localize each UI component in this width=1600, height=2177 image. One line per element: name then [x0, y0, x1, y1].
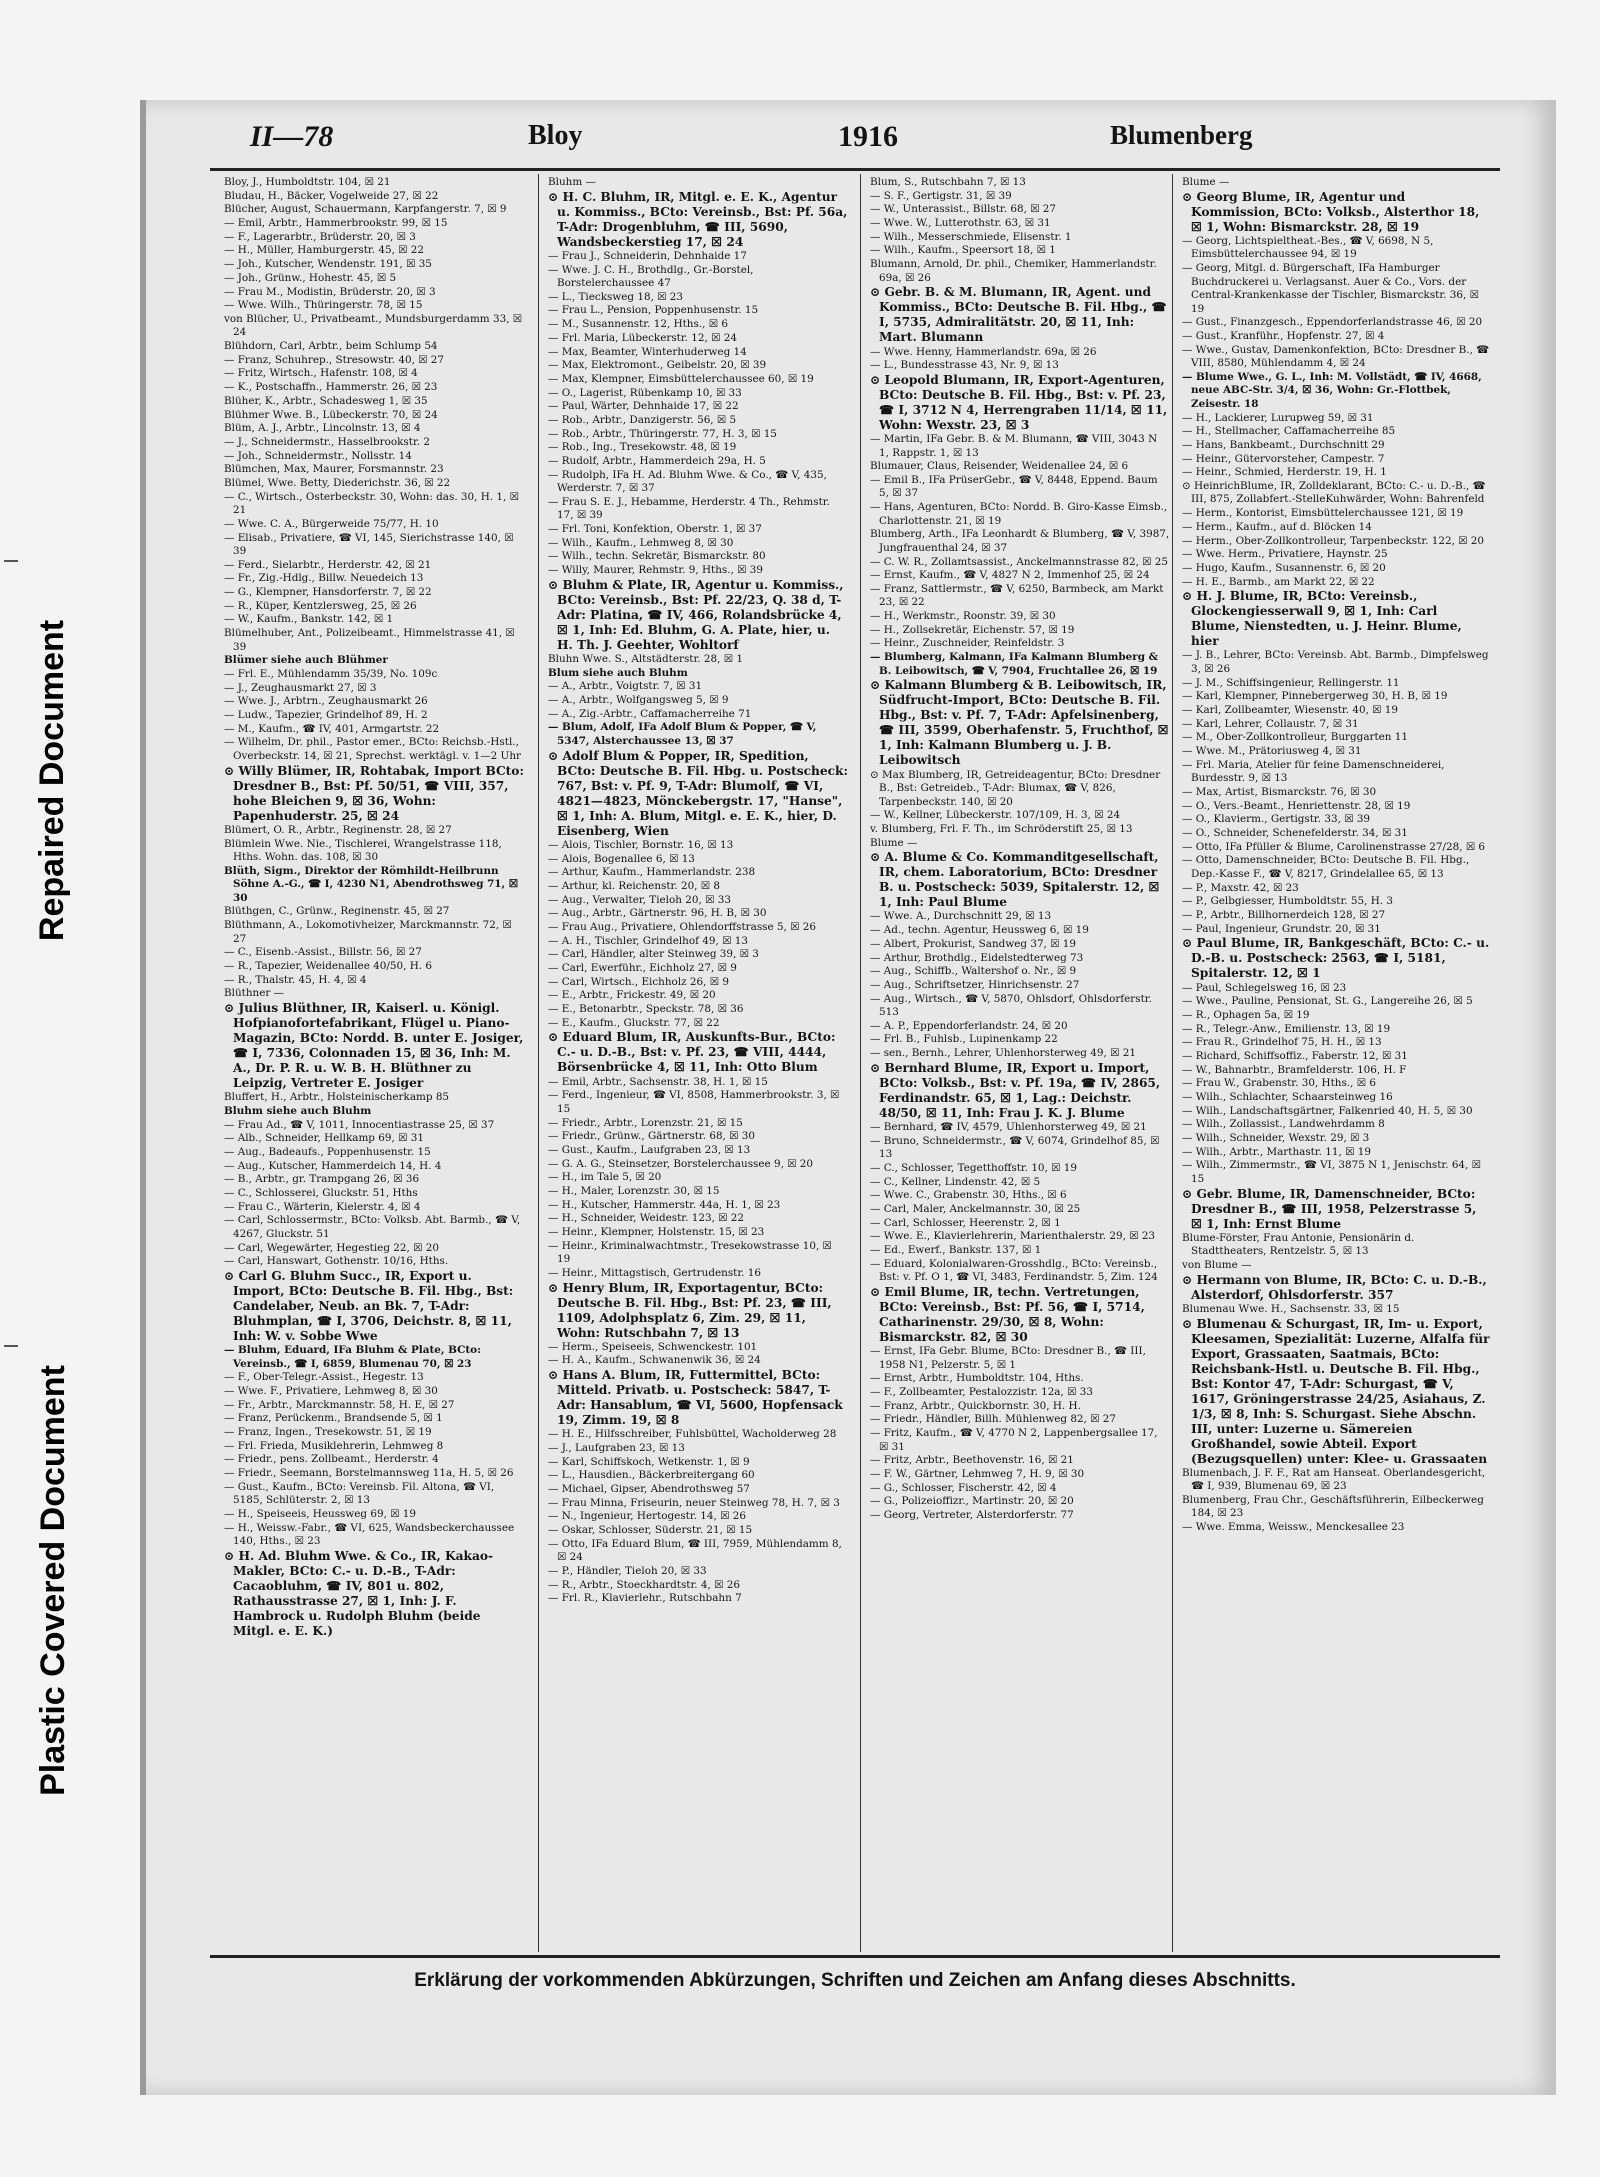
directory-entry: Blume —	[870, 836, 918, 849]
directory-entry: — Franz, Sattlermstr., ☎ V, 6250, Barmbeck, am Markt 23, ☒ 22	[870, 582, 1164, 609]
directory-entry: Blumenau Wwe. H., Sachsenstr. 33, ☒ 15	[1182, 1302, 1400, 1315]
directory-entry: — E., Kaufm., Gluckstr. 77, ☒ 22	[548, 1016, 720, 1029]
directory-entry: — Gust., Kaufm., Laufgraben 23, ☒ 13	[548, 1143, 751, 1156]
directory-entry: ⊙ Eduard Blum, IR, Auskunfts-Bur., BCto: C.- u. D.-B., Bst: v. Pf. 23, ☎ VIII, 4444, Börsenbrücke 4, ☒ 11, Inh: Otto Blum	[548, 1030, 836, 1075]
directory-entry: ⊙ Hans A. Blum, IR, Futtermittel, BCto: Mitteld. Privatb. u. Postscheck: 5847, T-Adr: Hansablum, ☎ VI, 5600, Hopfensack 19, Zimm. 19, ☒ 8	[548, 1368, 843, 1428]
directory-entry: — Friedr., Arbtr., Lorenzstr. 21, ☒ 15	[548, 1116, 743, 1129]
directory-entry: — Carl, Schlosser, Heerenstr. 2, ☒ 1	[870, 1216, 1061, 1229]
column-divider	[860, 174, 861, 1952]
directory-entry: — Georg, Lichtspieltheat.-Bes., ☎ V, 6698, N 5, Eimsbüttelerchaussee 94, ☒ 19	[1182, 234, 1434, 261]
directory-entry: — A., Zig.-Arbtr., Caffamacherreihe 71	[548, 707, 752, 720]
directory-entry: — Ludw., Tapezier, Grindelhof 89, H. 2	[224, 709, 428, 722]
directory-entry: — W., Unterassist., Billstr. 68, ☒ 27	[870, 203, 1057, 216]
directory-entry: Blumann, Arnold, Dr. phil., Chemiker, Hammerlandstr. 69a, ☒ 26	[870, 258, 1157, 284]
directory-entry: — G., Klempner, Hansdorferstr. 7, ☒ 22	[224, 586, 432, 599]
directory-entry: ⊙ HeinrichBlume, IR, Zolldeklarant, BCto: C.- u. D.-B., ☎ III, 875, Zollabfert.-StelleKuhwärder, Wohn: Bahrenfeld	[1182, 479, 1486, 506]
directory-entry: — Emil B., IFa PrüserGebr., ☎ V, 8448, Eppend. Baum 5, ☒ 37	[870, 473, 1158, 500]
directory-entry: — Wwe., Gustav, Damenkonfektion, BCto: Dresdner B., ☎ VIII, 8580, Mühlendamm 4, ☒ 24	[1182, 343, 1490, 370]
plastic-covered-document-label: Plastic Covered Document	[33, 1364, 72, 1796]
year-header: 1916	[838, 120, 898, 153]
directory-entry: — Franz, Ingen., Tresekowstr. 51, ☒ 19	[224, 1426, 432, 1439]
directory-entry: — Frau S. E. J., Hebamme, Herderstr. 4 Th., Rehmstr. 17, ☒ 39	[548, 495, 830, 522]
directory-entry: v. Blumberg, Frl. F. Th., im Schröderstift 25, ☒ 13	[870, 822, 1133, 835]
column-4	[1182, 176, 1490, 1948]
directory-entry: — Friedr., Grünw., Gärtnerstr. 68, ☒ 30	[548, 1130, 755, 1143]
directory-entry: — A. H., Tischler, Grindelhof 49, ☒ 13	[548, 934, 748, 947]
directory-entry: — Carl, Händler, alter Steinweg 39, ☒ 3	[548, 948, 759, 961]
directory-entry: — Wilh., Kaufm., Speersort 18, ☒ 1	[870, 244, 1056, 257]
directory-entry: — Frau M., Modistin, Brüderstr. 20, ☒ 3	[224, 285, 436, 298]
directory-entry: — Aug., Badeaufs., Poppenhusenstr. 15	[224, 1145, 431, 1158]
directory-entry: — Frl. Maria, Atelier für feine Damenschneiderei, Burdesstr. 9, ☒ 13	[1182, 758, 1445, 785]
directory-entry: Blümel, Wwe. Betty, Diederichstr. 36, ☒ 22	[224, 476, 451, 489]
directory-page	[210, 112, 1500, 2062]
directory-entry: — Wwe. Henny, Hammerlandstr. 69a, ☒ 26	[870, 345, 1097, 358]
directory-entry: — Gust., Kaufm., BCto: Vereinsb. Fil. Altona, ☎ VI, 5185, Schlüterstr. 2, ☒ 13	[224, 1480, 495, 1507]
directory-entry: — J. B., Lehrer, BCto: Vereinsb. Abt. Barmb., Dimpfelsweg 3, ☒ 26	[1182, 649, 1489, 675]
directory-entry: — Franz, Perückenm., Brandsende 5, ☒ 1	[224, 1412, 443, 1425]
directory-entry: — Arthur, Kaufm., Hammerlandstr. 238	[548, 866, 756, 879]
directory-entry: Bluffert, H., Arbtr., Holsteinischerkamp 85	[224, 1091, 450, 1104]
directory-entry: — Georg, Mitgl. d. Bürgerschaft, IFa Hamburger Buchdruckerei u. Verlagsanst. Auer & Co., Vors. der Central-Krankenkasse der Tischler, Bismarckstr. 36, ☒ 19	[1182, 262, 1479, 315]
directory-entry: — L., Bundesstrasse 43, Nr. 9, ☒ 13	[870, 359, 1059, 372]
directory-entry: — S. F., Gertigstr. 31, ☒ 39	[870, 189, 1012, 202]
directory-entry: — Carl, Wirtsch., Eichholz 26, ☒ 9	[548, 975, 729, 988]
directory-entry: — Georg, Vertreter, Alsterdorferstr. 77	[870, 1508, 1074, 1521]
directory-entry: — Frau R., Grindelhof 75, H. H., ☒ 13	[1182, 1036, 1382, 1049]
directory-entry: Blume-Förster, Frau Antonie, Pensionärin d. Stadttheaters, Rentzelstr. 5, ☒ 13	[1182, 1231, 1415, 1258]
directory-entry: — Heinr., Schmied, Herderstr. 19, H. 1	[1182, 466, 1387, 479]
directory-entry: — Carl, Wegewärter, Hegestieg 22, ☒ 20	[224, 1241, 439, 1254]
directory-entry: — Frl. R., Klavierlehr., Rutschbahn 7	[548, 1592, 742, 1605]
directory-entry: — H., Maler, Lorenzstr. 30, ☒ 15	[548, 1184, 720, 1197]
directory-entry: — Emil, Arbtr., Hammerbrookstr. 99, ☒ 15	[224, 217, 448, 230]
directory-entry: Blühdorn, Carl, Arbtr., beim Schlump 54	[224, 340, 438, 353]
directory-entry: — O., Vers.-Beamt., Henriettenstr. 28, ☒ 19	[1182, 799, 1411, 812]
directory-entry: — Aug., Kutscher, Hammerdeich 14, H. 4	[224, 1159, 442, 1172]
directory-entry: — Frl. Frieda, Musiklehrerin, Lehmweg 8	[224, 1439, 444, 1452]
directory-entry: — Franz, Arbtr., Quickbornstr. 30, H. H.	[870, 1399, 1081, 1412]
directory-entry: Blüher, K., Arbtr., Schadesweg 1, ☒ 35	[224, 394, 428, 407]
directory-entry: — Herm., Speiseeis, Schwenckestr. 101	[548, 1340, 758, 1353]
directory-entry: Bloy, J., Humboldtstr. 104, ☒ 21	[224, 176, 391, 188]
directory-entry: Blühmer Wwe. B., Lübeckerstr. 70, ☒ 24	[224, 408, 438, 421]
directory-entry: — Wilh., Zimmermstr., ☎ VI, 3875 N 1, Jenischstr. 64, ☒ 15	[1182, 1159, 1481, 1185]
directory-entry: — R., Ophagen 5a, ☒ 19	[1182, 1008, 1310, 1021]
directory-entry: — Gust., Finanzgesch., Eppendorferlandstrasse 46, ☒ 20	[1182, 316, 1483, 329]
directory-entry: — G., Polizeioffizr., Martinstr. 20, ☒ 20	[870, 1495, 1074, 1508]
directory-entry: — Karl, Schiffskoch, Wetkenstr. 1, ☒ 9	[548, 1455, 750, 1468]
directory-entry: — Herm., Kaufm., auf d. Blöcken 14	[1182, 520, 1372, 533]
directory-entry: — E., Arbtr., Frickestr. 49, ☒ 20	[548, 989, 716, 1002]
directory-entry: — Blum, Adolf, IFa Adolf Blum & Popper, ☎ V, 5347, Alsterchaussee 13, ☒ 37	[548, 721, 817, 747]
directory-entry: — Albert, Prokurist, Sandweg 37, ☒ 19	[870, 937, 1076, 950]
directory-entry: — Aug., Schriftsetzer, Hinrichsenstr. 27	[870, 978, 1080, 991]
directory-entry: Blume —	[1182, 176, 1230, 188]
directory-entry: — Joh., Kutscher, Wendenstr. 191, ☒ 35	[224, 258, 432, 271]
directory-entry: — Carl, Schlossermstr., BCto: Volksb. Abt. Barmb., ☎ V, 4267, Gluckstr. 51	[224, 1214, 521, 1240]
directory-entry: — R., Telegr.-Anw., Emilienstr. 13, ☒ 19	[1182, 1022, 1391, 1035]
directory-entry: — Fritz, Arbtr., Beethovenstr. 16, ☒ 21	[870, 1454, 1074, 1467]
directory-entry: — Frau Ad., ☎ V, 1011, Innocentiastrasse 25, ☒ 37	[224, 1118, 495, 1131]
directory-entry: — Max, Klempner, Eimsbüttelerchaussee 60, ☒ 19	[548, 372, 814, 385]
directory-entry: — Wwe. C., Grabenstr. 30, Hths., ☒ 6	[870, 1189, 1067, 1202]
directory-entry: — Arthur, Brothdlg., Eidelstedterweg 73	[870, 951, 1084, 964]
directory-entry: — Aug., Schiffb., Waltershof o. Nr., ☒ 9	[870, 965, 1077, 978]
directory-entry: — Frau Minna, Friseurin, neuer Steinweg 78, H. 7, ☒ 3	[548, 1496, 840, 1509]
directory-entry: — Otto, IFa Pfüller & Blume, Carolinenstrasse 27/28, ☒ 6	[1182, 840, 1486, 853]
directory-entry: — P., Arbtr., Billhornerdeich 128, ☒ 27	[1182, 908, 1386, 921]
directory-entry: Bluhm —	[548, 176, 596, 188]
directory-entry: Blümlein Wwe. Nie., Tischlerei, Wrangelstrasse 118, Hths. Wohn. das. 108, ☒ 30	[224, 837, 502, 863]
directory-entry: — Rob., Ing., Tresekowstr. 48, ☒ 19	[548, 441, 737, 454]
directory-entry: — N., Ingenieur, Hertogestr. 14, ☒ 26	[548, 1510, 746, 1523]
directory-entry: — Rob., Arbtr., Danzigerstr. 56, ☒ 5	[548, 413, 737, 426]
directory-entry: — Frl. Maria, Lübeckerstr. 12, ☒ 24	[548, 331, 737, 344]
directory-entry: — Ferd., Ingenieur, ☎ VI, 8508, Hammerbrookstr. 3, ☒ 15	[548, 1089, 840, 1115]
directory-entry: — Karl, Zollbeamter, Wiesenstr. 40, ☒ 19	[1182, 704, 1399, 716]
directory-entry: — Otto, IFa Eduard Blum, ☎ III, 7959, Mühlendamm 8, ☒ 24	[548, 1537, 842, 1564]
directory-entry: Bluhn Wwe. S., Altstädterstr. 28, ☒ 1	[548, 653, 743, 665]
directory-entry: ⊙ Adolf Blum & Popper, IR, Spedition, BCto: Deutsche B. Fil. Hbg. u. Postscheck: 767, Bst: v. Pf. 9, T-Adr: Blumolf, ☎ VI, 4821—4823, Mönckebergstr. 17, "Hanse", ☒ 1, Inh: A. Blum, Mitgl. e. E. K., hier, D. Eisenberg, Wien	[548, 748, 848, 838]
directory-entry: — K., Postschaffn., Hammerstr. 26, ☒ 23	[224, 381, 438, 394]
directory-entry: — Richard, Schiffsoffiz., Faberstr. 12, ☒ 31	[1182, 1049, 1408, 1062]
directory-entry: — Heinr., Klempner, Holstenstr. 15, ☒ 23	[548, 1226, 765, 1238]
directory-entry: — Paul, Schlegelsweg 16, ☒ 23	[1182, 981, 1347, 994]
directory-entry: — H., Zollsekretär, Eichenstr. 57, ☒ 19	[870, 623, 1075, 636]
directory-entry: — Wwe. Herm., Privatiere, Haynstr. 25	[1182, 548, 1388, 561]
directory-entry: — Arthur, kl. Reichenstr. 20, ☒ 8	[548, 879, 721, 892]
directory-entry: — Bruno, Schneidermstr., ☎ V, 6074, Grindelhof 85, ☒ 13	[870, 1134, 1160, 1161]
directory-entry: — B., Arbtr., gr. Trampgang 26, ☒ 36	[224, 1173, 420, 1186]
directory-entry: Blumenbach, J. F. F., Rat am Hanseat. Oberlandesgericht, ☎ I, 939, Blumenau 69, ☒ 23	[1182, 1466, 1486, 1493]
directory-entry: — Herm., Ober-Zollkontrolleur, Tarpenbeckstr. 122, ☒ 20	[1182, 534, 1485, 547]
directory-entry: — W., Bahnarbtr., Bramfelderstr. 106, H. F	[1182, 1063, 1407, 1076]
directory-entry: — Wilh., Schneider, Wexstr. 29, ☒ 3	[1182, 1132, 1370, 1145]
directory-entry: — G., Schlosser, Fischerstr. 42, ☒ 4	[870, 1481, 1057, 1494]
directory-entry: — Fritz, Kaufm., ☎ V, 4770 N 2, Lappenbergsallee 17, ☒ 31	[870, 1427, 1158, 1453]
directory-entry: — H., im Tale 5, ☒ 20	[548, 1171, 662, 1184]
directory-entry: — P., Maxstr. 42, ☒ 23	[1182, 881, 1299, 894]
directory-entry: — P., Gelbgiesser, Humboldtstr. 55, H. 3	[1182, 895, 1393, 908]
directory-entry: — Max, Beamter, Winterhuderweg 14	[548, 345, 747, 358]
directory-entry: — Joh., Grünw., Hohestr. 45, ☒ 5	[224, 271, 397, 284]
directory-entry: — P., Händler, Tieloh 20, ☒ 33	[548, 1565, 707, 1577]
directory-entry: ⊙ H. Ad. Bluhm Wwe. & Co., IR, Kakao-Makler, BCto: C.- u. D.-B., T-Adr: Cacaobluhm, ☎ IV, 801 u. 802, Rathausstrasse 27, ☒ 1, Inh: J. F. Hambrock u. Rudolph Bluhm (beide Mitgl. e. E. K.)	[224, 1548, 494, 1638]
directory-entry: — Aug., Arbtr., Gärtnerstr. 96, H. B, ☒ 30	[548, 907, 767, 920]
directory-entry: ⊙ Gebr. B. & M. Blumann, IR, Agent. und Kommiss., BCto: Deutsche B. Fil. Hbg., ☎ I, 5735, Admiralitätstr. 20, ☒ 11, Inh: Mart. Blumann	[870, 285, 1167, 345]
directory-entry: — C., Wirtsch., Osterbeckstr. 30, Wohn: das. 30, H. 1, ☒ 21	[224, 490, 519, 517]
directory-entry: ⊙ H. J. Blume, IR, BCto: Vereinsb., Glockengiesserwall 9, ☒ 1, Inh: Carl Blume, Nienstedten, u. J. Heinr. Blume, hier	[1182, 589, 1462, 649]
directory-entry: Blüth, Sigm., Direktor der Römhildt-Heilbrunn Söhne A.-G., ☎ I, 4230 N1, Abendrothsweg 71, ☒ 30	[224, 864, 519, 904]
directory-entry: — Rudolf, Arbtr., Hammerdeich 29a, H. 5	[548, 455, 766, 467]
directory-entry: — Frau L., Pension, Poppenhusenstr. 15	[548, 304, 759, 317]
directory-entry: ⊙ Emil Blume, IR, techn. Vertretungen, BCto: Vereinsb., Bst: Pf. 56, ☎ I, 5714, Catharinenstr. 29/30, ☒ 8, Wohn: Bismarckstr. 82, ☒ 30	[870, 1284, 1145, 1344]
directory-entry: Blumauer, Claus, Reisender, Weidenallee 24, ☒ 6	[870, 460, 1129, 473]
directory-entry: — Max, Artist, Bismarckstr. 76, ☒ 30	[1182, 785, 1377, 798]
directory-entry: — F. W., Gärtner, Lehmweg 7, H. 9, ☒ 30	[870, 1467, 1085, 1480]
directory-entry: — Alois, Bogenallee 6, ☒ 13	[548, 852, 695, 865]
first-name-header: Bloy	[528, 120, 583, 151]
directory-entry: — H. E., Barmb., am Markt 22, ☒ 22	[1182, 575, 1375, 588]
directory-entry: — Ed., Ewerf., Bankstr. 137, ☒ 1	[870, 1244, 1042, 1256]
directory-entry: — Friedr., pens. Zollbeamt., Herderstr. 4	[224, 1453, 439, 1466]
directory-entry: — H., Weissw.-Fabr., ☎ VI, 625, Wandsbeckerchaussee 140, Hths., ☒ 23	[224, 1521, 515, 1548]
directory-entry: Blumenberg, Frau Chr., Geschäftsführerin, Eilbeckerweg 184, ☒ 23	[1182, 1493, 1484, 1520]
directory-entry: — Martin, IFa Gebr. B. & M. Blumann, ☎ VIII, 3043 N 1, Rappstr. 1, ☒ 13	[870, 433, 1158, 459]
directory-entry: — G. A. G., Steinsetzer, Borstelerchaussee 9, ☒ 20	[548, 1157, 814, 1170]
column-3	[870, 176, 1170, 1948]
directory-entry: — Frau W., Grabenstr. 30, Hths., ☒ 6	[1182, 1077, 1376, 1090]
directory-entry: — C., Schlosser, Tegetthoffstr. 10, ☒ 19	[870, 1161, 1077, 1174]
directory-entry: — Ernst, IFa Gebr. Blume, BCto: Dresdner B., ☎ III, 1958 N1, Pelzerstr. 5, ☒ 1	[870, 1345, 1146, 1371]
directory-entry: — Wwe. F., Privatiere, Lehmweg 8, ☒ 30	[224, 1385, 438, 1397]
directory-entry: — Otto, Damenschneider, BCto: Deutsche B. Fil. Hbg., Dep.-Kasse F., ☎ V, 8217, Grindelallee 65, ☒ 13	[1182, 854, 1470, 880]
last-name-header: Blumenberg	[1110, 120, 1253, 150]
directory-entry: — E., Betonarbtr., Speckstr. 78, ☒ 36	[548, 1003, 744, 1016]
directory-entry: Blüthgen, C., Grünw., Reginenstr. 45, ☒ 27	[224, 905, 450, 918]
directory-entry: — Heinr., Kriminalwachtmstr., Tresekowstrasse 10, ☒ 19	[548, 1239, 832, 1266]
directory-entry: — Wilhelm, Dr. phil., Pastor emer., BCto: Reichsb.-Hstl., Overbeckstr. 14, ☒ 21, Sprechst. werktägl. v. 1—2 Uhr	[224, 736, 521, 762]
directory-entry: ⊙ Gebr. Blume, IR, Damenschneider, BCto: Dresdner B., ☎ III, 1958, Pelzerstrasse 5, ☒ 1, Inh: Ernst Blume	[1182, 1186, 1477, 1231]
directory-entry: — F., Zollbeamter, Pestalozzistr. 12a, ☒ 33	[870, 1385, 1093, 1398]
directory-entry: — Willy, Maurer, Rehmstr. 9, Hths., ☒ 39	[548, 564, 764, 577]
directory-entry: — O., Lagerist, Rübenkamp 10, ☒ 33	[548, 386, 742, 399]
directory-entry: Blum siehe auch Bluhm	[548, 666, 688, 679]
directory-entry: — Aug., Wirtsch., ☎ V, 5870, Ohlsdorf, Ohlsdorferstr. 513	[870, 992, 1152, 1019]
directory-entry: — Joh., Schneidermstr., Nollsstr. 14	[224, 449, 412, 462]
directory-entry: — Frl. E., Mühlendamm 35/39, No. 109c	[224, 668, 438, 680]
footer-rule	[210, 1955, 1500, 1958]
directory-entry: — F., Ober-Telegr.-Assist., Hegestr. 13	[224, 1371, 424, 1384]
footer-note: Erklärung der vorkommenden Abkürzungen, Schriften und Zeichen am Anfang dieses Abschnitts.	[414, 1970, 1296, 1991]
directory-entry: — Fritz, Wirtsch., Hafenstr. 108, ☒ 4	[224, 367, 418, 380]
directory-entry: — C. W. R., Zollamtsassist., Anckelmannstrasse 82, ☒ 25	[870, 555, 1169, 568]
directory-entry: — Paul, Ingenieur, Grundstr. 20, ☒ 31	[1182, 922, 1381, 935]
directory-entry: — Elisab., Privatiere, ☎ VI, 145, Sierichstrasse 140, ☒ 39	[224, 531, 514, 557]
directory-entry: — R., Tapezier, Weidenallee 40/50, H. 6	[224, 959, 432, 972]
directory-entry: — Franz, Schuhrep., Stresowstr. 40, ☒ 27	[224, 353, 445, 366]
directory-entry: Blumberg, Arth., IFa Leonhardt & Blumberg, ☎ V, 3987, Jungfrauenthal 24, ☒ 37	[870, 528, 1170, 554]
directory-entry: ⊙ Blumenau & Schurgast, IR, Im- u. Export, Kleesamen, Spezialität: Luzerne, Alfalfa für Export, Grassaaten, Saatmais, BCto: Reichsbank-Hstl. u. Deutsche B. Fil. Hbg., Bst: Kontor 47, T-Adr: Schurgast, ☎ V, 1617, Gröningerstrasse 24/25, Asiahaus, Z. 1/3, ☒ 8, Inh: S. Schurgast. Siehe Abschn. III, unter: Luzerne u. Sämereien Großhandel, sowie Abteil. Export (Bezugsquellen) unter: Klee- u. Grassaaten	[1182, 1316, 1490, 1466]
directory-entry: — Alb., Schneider, Hellkamp 69, ☒ 31	[224, 1132, 424, 1145]
directory-entry: — F., Lagerarbtr., Brüderstr. 20, ☒ 3	[224, 230, 416, 243]
directory-entry: Blüthmann, A., Lokomotivheizer, Marckmannstr. 72, ☒ 27	[224, 919, 512, 945]
directory-entry: — H., Müller, Hamburgerstr. 45, ☒ 22	[224, 244, 425, 257]
directory-entry: — W., Kellner, Lübeckerstr. 107/109, H. 3, ☒ 24	[870, 809, 1121, 822]
directory-entry: ⊙ Kalmann Blumberg & B. Leibowitsch, IR, Südfrucht-Import, BCto: Deutsche B. Fil. Hbg., Bst: v. Pf. 7, T-Adr: Apfelsinenberg, ☎ III, 3599, Oberhafenstr. 5, Fruchthof, ☒ 1, Inh: Kalmann Blumberg u. J. B. Leibowitsch	[870, 678, 1169, 768]
directory-entry: Bluhm siehe auch Bluhm	[224, 1104, 372, 1117]
directory-entry: ⊙ Bernhard Blume, IR, Export u. Import, BCto: Volksb., Bst: v. Pf. 19a, ☎ IV, 2865, Ferdinandstr. 65, ☒ 1, Lag.: Deichstr. 48/50, ☒ 11, Inh: Frau J. K. J. Blume	[870, 1060, 1161, 1120]
directory-entry: — Wwe. J. C. H., Brothdlg., Gr.-Borstel, Borstelerchaussee 47	[548, 263, 754, 290]
directory-entry: Blümert, O. R., Arbtr., Reginenstr. 28, ☒ 27	[224, 823, 452, 836]
directory-entry: — O., Klavierm., Gertigstr. 33, ☒ 39	[1182, 813, 1371, 826]
directory-entry: — W., Kaufm., Bankstr. 142, ☒ 1	[224, 613, 394, 626]
directory-entry: — Wwe. Wilh., Thüringerstr. 78, ☒ 15	[224, 299, 423, 312]
directory-entry: — J., Laufgraben 23, ☒ 13	[548, 1442, 685, 1454]
directory-entry: — H., Lackierer, Lurupweg 59, ☒ 31	[1182, 411, 1374, 424]
directory-entry: — Blumberg, Kalmann, IFa Kalmann Blumberg & B. Leibowitsch, ☎ V, 7904, Fruchtallee 26, ☒ 19	[870, 651, 1158, 677]
directory-entry: — C., Kellner, Lindenstr. 42, ☒ 5	[870, 1175, 1041, 1188]
directory-entry: — Frl. B., Fuhlsb., Lupinenkamp 22	[870, 1033, 1058, 1046]
directory-entry: — Heinr., Mittagstisch, Gertrudenstr. 16	[548, 1266, 761, 1279]
directory-entry: ⊙ Bluhm & Plate, IR, Agentur u. Kommiss., BCto: Vereinsb., Bst: Pf. 22/23, Q. 38 d, T-Adr: Platina, ☎ IV, 466, Rolandsbrücke 4, ☒ 1, Inh: Ed. Bluhm, G. A. Plate, hier, u. H. Th. J. Geehter, Wohltorf	[548, 577, 844, 652]
directory-entry: — Hans, Agenturen, BCto: Nordd. B. Giro-Kasse Eimsb., Charlottenstr. 21, ☒ 19	[870, 501, 1168, 527]
directory-entry: — Wwe. J., Arbtrn., Zeughausmarkt 26	[224, 695, 428, 708]
directory-entry: — Frau C., Wärterin, Kielerstr. 4, ☒ 4	[224, 1200, 421, 1213]
directory-entry: — Hugo, Kaufm., Susannenstr. 6, ☒ 20	[1182, 561, 1386, 574]
directory-entry: — sen., Bernh., Lehrer, Uhlenhorsterweg 49, ☒ 21	[870, 1047, 1136, 1060]
directory-entry: — Ernst, Kaufm., ☎ V, 4827 N 2, Immenhof 25, ☒ 24	[870, 569, 1150, 582]
directory-entry: — H., Speiseeis, Heussweg 69, ☒ 19	[224, 1508, 417, 1520]
directory-entry: — M., Ober-Zollkontrolleur, Burggarten 11	[1182, 731, 1409, 744]
column-divider	[538, 174, 539, 1952]
directory-entry: — Fr., Arbtr., Marckmannstr. 58, H. E, ☒ 27	[224, 1398, 455, 1411]
directory-entry: — C., Schlosserei, Gluckstr. 51, Hths	[224, 1187, 418, 1199]
directory-entry: — Carl, Hanswart, Gothenstr. 10/16, Hths.	[224, 1255, 449, 1268]
directory-entry: — Blume Wwe., G. L., Inh: M. Vollstädt, ☎ IV, 4668, neue ABC-Str. 3/4, ☒ 36, Wohn: Gr.-Flottbek, Zeisestr. 18	[1182, 370, 1482, 410]
page-number: II—78	[250, 120, 334, 153]
directory-entry: ⊙ H. C. Bluhm, IR, Mitgl. e. E. K., Agentur u. Kommiss., BCto: Vereinsb., Bst: Pf. 56a, T-Adr: Drogenbluhm, ☎ III, 5690, Wandsbeckerstieg 17, ☒ 24	[548, 189, 848, 249]
directory-entry: — A., Arbtr., Voigtstr. 7, ☒ 31	[548, 680, 703, 693]
directory-entry: ⊙ Hermann von Blume, IR, BCto: C. u. D.-B., Alsterdorf, Ohlsdorferstr. 357	[1182, 1272, 1487, 1302]
directory-entry: Blüthner —	[224, 987, 285, 1000]
directory-entry: — Michael, Gipser, Abendrothsweg 57	[548, 1483, 750, 1496]
directory-entry: — J. M., Schiffsingenieur, Rellingerstr. 11	[1182, 676, 1400, 689]
directory-entry: — J., Zeughausmarkt 27, ☒ 3	[224, 681, 377, 694]
directory-entry: ⊙ Leopold Blumann, IR, Export-Agenturen, BCto: Deutsche B. Fil. Hbg., Bst: v. Pf. 23, ☎ I, 3712 N 4, Herrengraben 11/14, ☒ 11, Wohn: Wexstr. 23, ☒ 3	[870, 372, 1168, 432]
directory-entry: — A. P., Eppendorferlandstr. 24, ☒ 20	[870, 1019, 1068, 1032]
directory-entry: — Wilh., Zollassist., Landwehrdamm 8	[1182, 1118, 1385, 1131]
directory-entry: ⊙ Paul Blume, IR, Bankgeschäft, BCto: C.- u. D.-B. u. Postscheck: 2563, ☎ I, 5181, Spitalerstr. 12, ☒ 1	[1182, 936, 1490, 981]
directory-entry: — M., Kaufm., ☎ IV, 401, Armgartstr. 22	[224, 722, 440, 735]
directory-entry: — Emil, Arbtr., Sachsenstr. 38, H. 1, ☒ 15	[548, 1075, 768, 1088]
directory-entry: ⊙ Willy Blümer, IR, Rohtabak, Import BCto: Dresdner B., Bst: Pf. 50/51, ☎ VIII, 357, hohe Bleichen 9, ☒ 36, Wohn: Papenhuderstr. 25, ☒ 24	[224, 763, 524, 823]
directory-entry: — Wilh., Messerschmiede, Elisenstr. 1	[870, 230, 1072, 243]
directory-entry: — Rudolph, IFa H. Ad. Bluhm Wwe. & Co., ☎ V, 435, Werderstr. 7, ☒ 37	[548, 468, 827, 495]
directory-entry: — H. A., Kaufm., Schwanenwik 36, ☒ 24	[548, 1354, 761, 1367]
directory-entry: — H., Stellmacher, Caffamacherreihe 85	[1182, 425, 1396, 438]
directory-entry: — A., Arbtr., Wolfgangsweg 5, ☒ 9	[548, 694, 729, 707]
column-2	[548, 176, 848, 1948]
directory-entry: — O., Schneider, Schenefelderstr. 34, ☒ 31	[1182, 827, 1408, 839]
directory-entry: Blümelhuber, Ant., Polizeibeamt., Himmelstrasse 41, ☒ 39	[224, 627, 515, 653]
directory-entry: — Aug., Verwalter, Tieloh 20, ☒ 33	[548, 893, 731, 906]
directory-entry: — Wilh., Kaufm., Lehmweg 8, ☒ 30	[548, 536, 734, 549]
directory-entry: Blümer siehe auch Blühmer	[224, 654, 388, 667]
edge-mark	[4, 1345, 18, 1347]
directory-entry: — Carl, Ewerführ., Eichholz 27, ☒ 9	[548, 962, 737, 974]
directory-entry: — J., Schneidermstr., Hasselbrookstr. 2	[224, 435, 430, 448]
directory-entry: ⊙ Henry Blum, IR, Exportagentur, BCto: Deutsche B. Fil. Hbg., Bst: Pf. 23, ☎ III, 1109, Adolphsplatz 6, Zim. 29, ☒ 11, Wohn: Rutschbahn 7, ☒ 13	[548, 1280, 832, 1340]
directory-entry: — Wwe. M., Prätoriusweg 4, ☒ 31	[1182, 745, 1362, 758]
directory-entry: — Herm., Kontorist, Eimsbüttelerchaussee 121, ☒ 19	[1182, 507, 1464, 520]
directory-entry: — Wwe. A., Durchschnitt 29, ☒ 13	[870, 910, 1052, 923]
directory-entry: — L., Tiecksweg 18, ☒ 23	[548, 290, 684, 303]
directory-entry: ⊙ A. Blume & Co. Kommanditgesellschaft, IR, chem. Laboratorium, BCto: Dresdner B. u. Postscheck: 5039, Spitalerstr. 12, ☒ 1, Inh: Paul Blume	[870, 850, 1160, 910]
directory-entry: — Ad., techn. Agentur, Heussweg 6, ☒ 19	[870, 924, 1089, 937]
directory-entry: Blücher, August, Schauermann, Karpfangerstr. 7, ☒ 9	[224, 203, 507, 216]
directory-entry: — L., Hausdien., Bäckerbreitergang 60	[548, 1469, 755, 1482]
directory-entry: — Wilh., Schlachter, Schaarsteinweg 16	[1182, 1091, 1393, 1103]
directory-entry: — H., Kutscher, Hammerstr. 44a, H. 1, ☒ 23	[548, 1198, 781, 1211]
directory-entry: — Fr., Zig.-Hdlg., Billw. Neuedeich 13	[224, 572, 424, 585]
directory-entry: — Max, Elektromont., Geibelstr. 20, ☒ 39	[548, 359, 767, 372]
directory-entry: — Wwe., Pauline, Pensionat, St. G., Langereihe 26, ☒ 5	[1182, 995, 1473, 1008]
directory-entry: — Frl. Toni, Konfektion, Oberstr. 1, ☒ 37	[548, 523, 762, 536]
header-rule	[210, 168, 1500, 171]
directory-entry: — R., Küper, Kentzlersweg, 25, ☒ 26	[224, 599, 417, 612]
directory-entry: — Heinr., Gütervorsteher, Campestr. 7	[1182, 452, 1385, 465]
directory-entry: — Karl, Klempner, Pinnebergerweg 30, H. B, ☒ 19	[1182, 690, 1448, 703]
directory-entry: von Blücher, U., Privatbeamt., Mundsburgerdamm 33, ☒ 24	[224, 312, 523, 339]
directory-entry: — Wilh., Arbtr., Marthastr. 11, ☒ 19	[1182, 1145, 1371, 1158]
directory-entry: — C., Eisenb.-Assist., Billstr. 56, ☒ 27	[224, 946, 422, 959]
directory-entry: — Ferd., Sielarbtr., Herderstr. 42, ☒ 21	[224, 558, 432, 571]
directory-entry: — Eduard, Kolonialwaren-Grosshdlg., BCto: Vereinsb., Bst: v. Pf. O 1, ☎ VI, 3483, Ferdinandstr. 5, Zim. 124	[870, 1257, 1158, 1284]
column-divider	[1172, 174, 1173, 1952]
directory-entry: — Heinr., Zuschneider, Reinfeldstr. 3	[870, 637, 1065, 650]
directory-entry: — Frau J., Schneiderin, Dehnhaide 17	[548, 249, 747, 262]
directory-entry: — Paul, Wärter, Dehnhaide 17, ☒ 22	[548, 400, 739, 413]
directory-entry: — R., Thalstr. 45, H. 4, ☒ 4	[224, 973, 367, 986]
directory-entry: — Carl, Maler, Anckelmannstr. 30, ☒ 25	[870, 1202, 1081, 1215]
edge-mark	[4, 560, 18, 562]
directory-entry: ⊙ Max Blumberg, IR, Getreideagentur, BCto: Dresdner B., Bst: Getreideb., T-Adr: Blumax, ☎ V, 826, Tarpenbeckstr. 140, ☒ 20	[870, 768, 1161, 808]
directory-entry: — Wilh., Landschaftsgärtner, Falkenried 40, H. 5, ☒ 30	[1182, 1104, 1473, 1117]
directory-entry: ⊙ Julius Blüthner, IR, Kaiserl. u. Königl. Hofpianofortefabrikant, Flügel u. Piano-Magazin, BCto: Nordd. B. unter E. Josiger, ☎ I, 7336, Colonnaden 15, ☒ 36, Inh: M. A., Dr. P. R. u. W. B. H. Blüthner zu Leipzig, Vertreter E. Josiger	[224, 1001, 524, 1090]
directory-entry: Blümchen, Max, Maurer, Forsmannstr. 23	[224, 463, 444, 476]
directory-entry: — Wwe. Emma, Weissw., Menckesallee 23	[1182, 1521, 1405, 1534]
directory-entry: — R., Arbtr., Stoeckhardtstr. 4, ☒ 26	[548, 1578, 740, 1591]
directory-entry: — Wwe. W., Lutterothstr. 63, ☒ 31	[870, 217, 1051, 230]
directory-entry: — Oskar, Schlosser, Süderstr. 21, ☒ 15	[548, 1524, 753, 1537]
repaired-document-label: Repaired Document	[33, 619, 72, 941]
directory-entry: ⊙ Carl G. Bluhm Succ., IR, Export u. Import, BCto: Deutsche B. Fil. Hbg., Bst: Candelaber, Neub. an Bk. 7, T-Adr: Bluhmplan, ☎ I, 3706, Deichstr. 8, ☒ 11, Inh: W. v. Sobbe Wwe	[224, 1268, 514, 1343]
directory-entry: — Bernhard, ☎ IV, 4579, Uhlenhorsterweg 49, ☒ 21	[870, 1121, 1147, 1133]
directory-entry: — Wwe. C. A., Bürgerweide 75/77, H. 10	[224, 517, 439, 530]
directory-entry: von Blume —	[1182, 1259, 1252, 1271]
directory-entry: — Friedr., Seemann, Borstelmannsweg 11a, H. 5, ☒ 26	[224, 1467, 514, 1480]
directory-entry: — H. E., Hilfsschreiber, Fuhlsbüttel, Wacholderweg 28	[548, 1428, 837, 1441]
column-1	[224, 176, 524, 1948]
directory-entry: Blum, S., Rutschbahn 7, ☒ 13	[870, 176, 1026, 188]
directory-entry: — Karl, Lehrer, Collaustr. 7, ☒ 31	[1182, 717, 1359, 730]
directory-entry: — Wilh., techn. Sekretär, Bismarckstr. 80	[548, 550, 766, 563]
directory-entry: ⊙ Georg Blume, IR, Agentur und Kommission, BCto: Volksb., Alsterthor 18, ☒ 1, Wohn: Bismarckstr. 28, ☒ 19	[1182, 189, 1480, 234]
directory-entry: — Bluhm, Eduard, IFa Bluhm & Plate, BCto: Vereinsb., ☎ I, 6859, Blumenau 70, ☒ 23	[224, 1344, 481, 1370]
directory-entry: — Gust., Kranführ., Hopfenstr. 27, ☒ 4	[1182, 329, 1385, 342]
directory-entry: — Wwe. E., Klavierlehrerin, Marienthalerstr. 29, ☒ 23	[870, 1230, 1156, 1243]
directory-entry: — Frau Aug., Privatiere, Ohlendorffstrasse 5, ☒ 26	[548, 920, 817, 933]
directory-entry: — Hans, Bankbeamt., Durchschnitt 29	[1182, 438, 1385, 451]
directory-entry: — H., Werkmstr., Roonstr. 39, ☒ 30	[870, 610, 1056, 623]
page-header	[210, 120, 1500, 160]
directory-entry: Blüm, A. J., Arbtr., Lincolnstr. 13, ☒ 4	[224, 422, 421, 435]
directory-entry: — Friedr., Händler, Billh. Mühlenweg 82, ☒ 27	[870, 1413, 1116, 1426]
directory-entry: — H., Schneider, Weidestr. 123, ☒ 22	[548, 1212, 745, 1225]
directory-entry: — M., Susannenstr. 12, Hths., ☒ 6	[548, 318, 728, 331]
directory-entry: — Alois, Tischler, Bornstr. 16, ☒ 13	[548, 838, 734, 851]
directory-entry: — Ernst, Arbtr., Humboldtstr. 104, Hths.	[870, 1372, 1084, 1385]
directory-entry: Bludau, H., Bäcker, Vogelweide 27, ☒ 22	[224, 189, 439, 202]
directory-entry: — Rob., Arbtr., Thüringerstr. 77, H. 3, ☒ 15	[548, 427, 777, 440]
